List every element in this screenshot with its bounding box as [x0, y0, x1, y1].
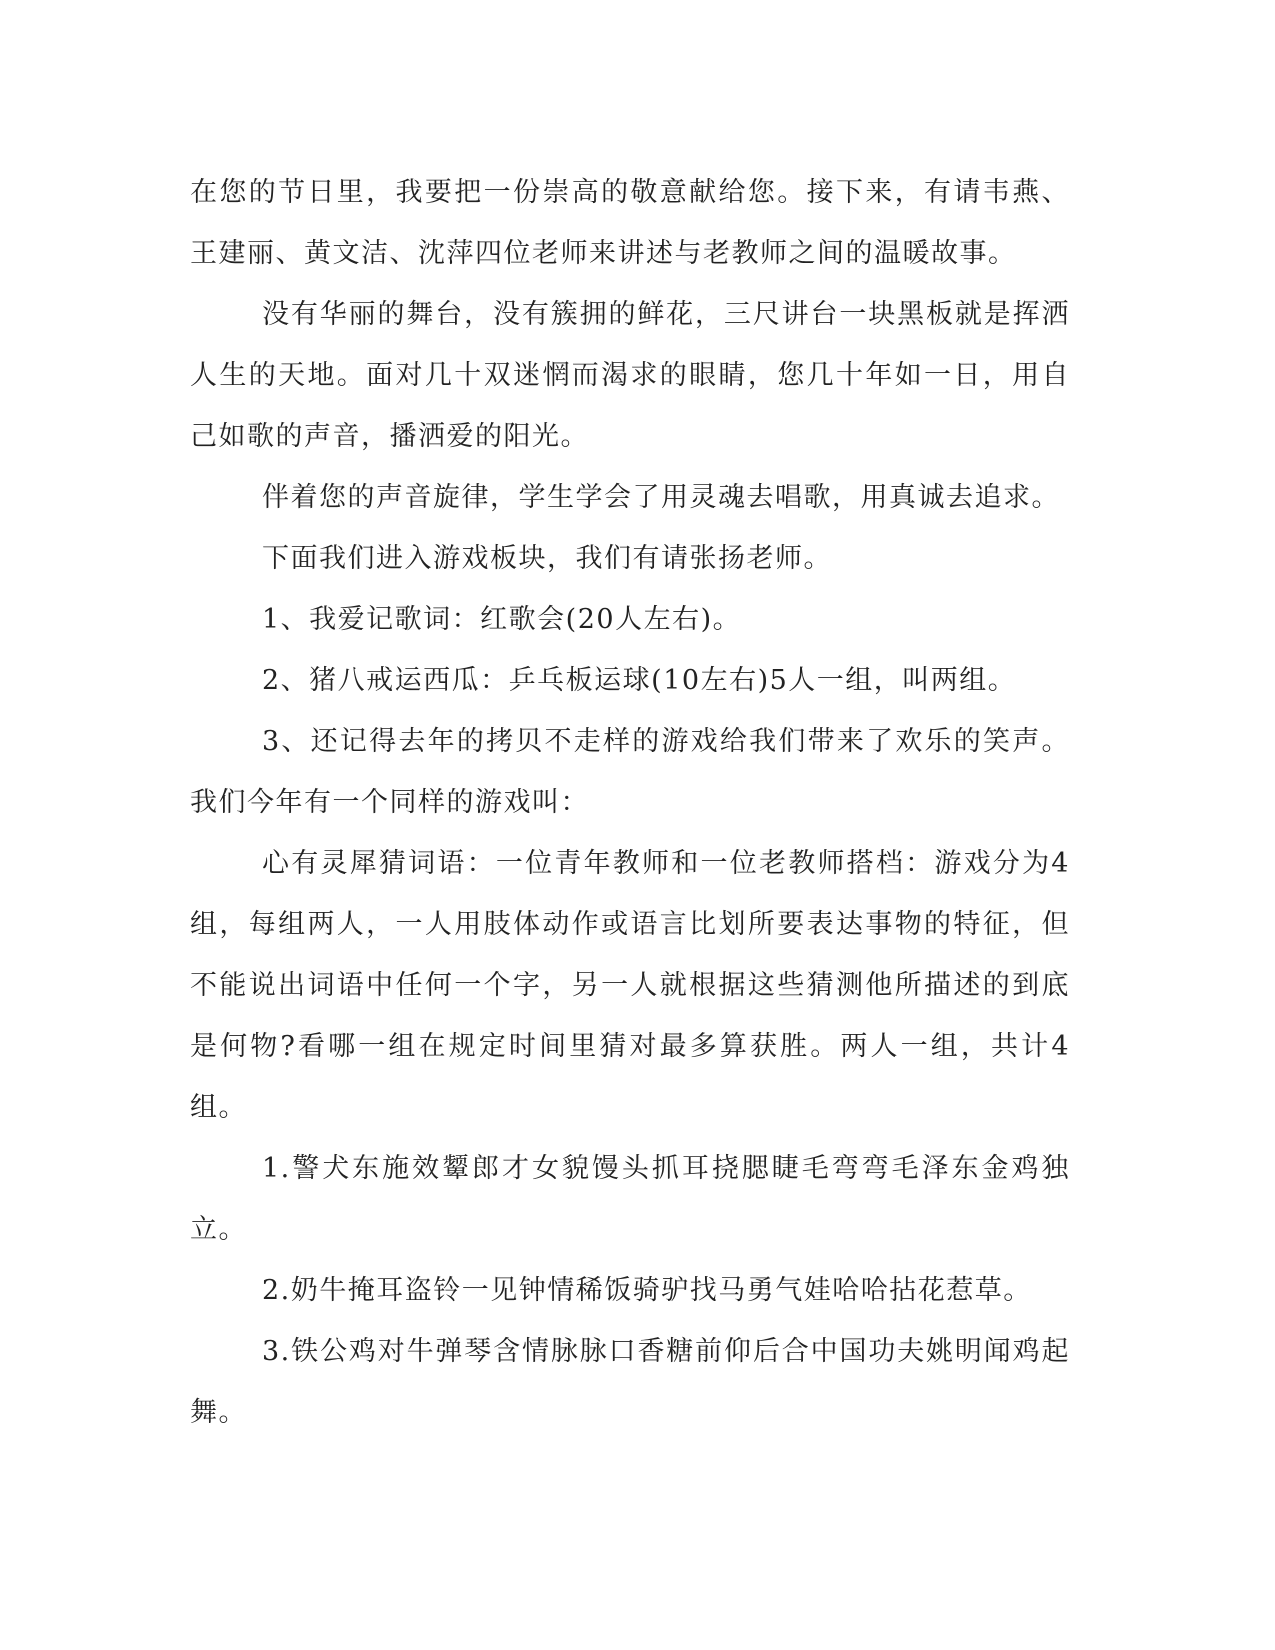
paragraph: 心有灵犀猜词语：一位青年教师和一位老教师搭档：游戏分为4组，每组两人，一人用肢体动作或语言比划所要表达事物的特征，但不能说出词语中任何一个字，另一人就根据这些猜测他所描述的到底是何物?看哪一组在规定时间里猜对最多算获胜。两人一组，共计4组。 — [190, 848, 1070, 1123]
word-list-item: 3.铁公鸡对牛弹琴含情脉脉口香糖前仰后合中国功夫姚明闻鸡起舞。 — [190, 1336, 1070, 1428]
paragraph: 在您的节日里，我要把一份崇高的敬意献给您。接下来，有请韦燕、王建丽、黄文洁、沈萍四位老师来讲述与老教师之间的温暖故事。 — [190, 177, 1070, 269]
document-body — [190, 162, 1070, 1443]
word-list-item: 2.奶牛掩耳盗铃一见钟情稀饭骑驴找马勇气娃哈哈拈花惹草。 — [262, 1275, 1032, 1306]
word-list-item: 1.警犬东施效颦郎才女貌馒头抓耳挠腮睫毛弯弯毛泽东金鸡独立。 — [190, 1153, 1070, 1245]
list-item: 1、我爱记歌词：红歌会(20人左右)。 — [262, 604, 742, 635]
paragraph: 下面我们进入游戏板块，我们有请张扬老师。 — [262, 543, 832, 574]
paragraph: 没有华丽的舞台，没有簇拥的鲜花，三尺讲台一块黑板就是挥洒人生的天地。面对几十双迷惘而渴求的眼睛，您几十年如一日，用自己如歌的声音，播洒爱的阳光。 — [190, 299, 1070, 452]
list-item: 2、猪八戒运西瓜：乒乓板运球(10左右)5人一组，叫两组。 — [262, 665, 1017, 696]
paragraph: 伴着您的声音旋律，学生学会了用灵魂去唱歌，用真诚去追求。 — [262, 482, 1060, 513]
list-item: 3、还记得去年的拷贝不走样的游戏给我们带来了欢乐的笑声。我们今年有一个同样的游戏叫： — [190, 726, 1070, 818]
